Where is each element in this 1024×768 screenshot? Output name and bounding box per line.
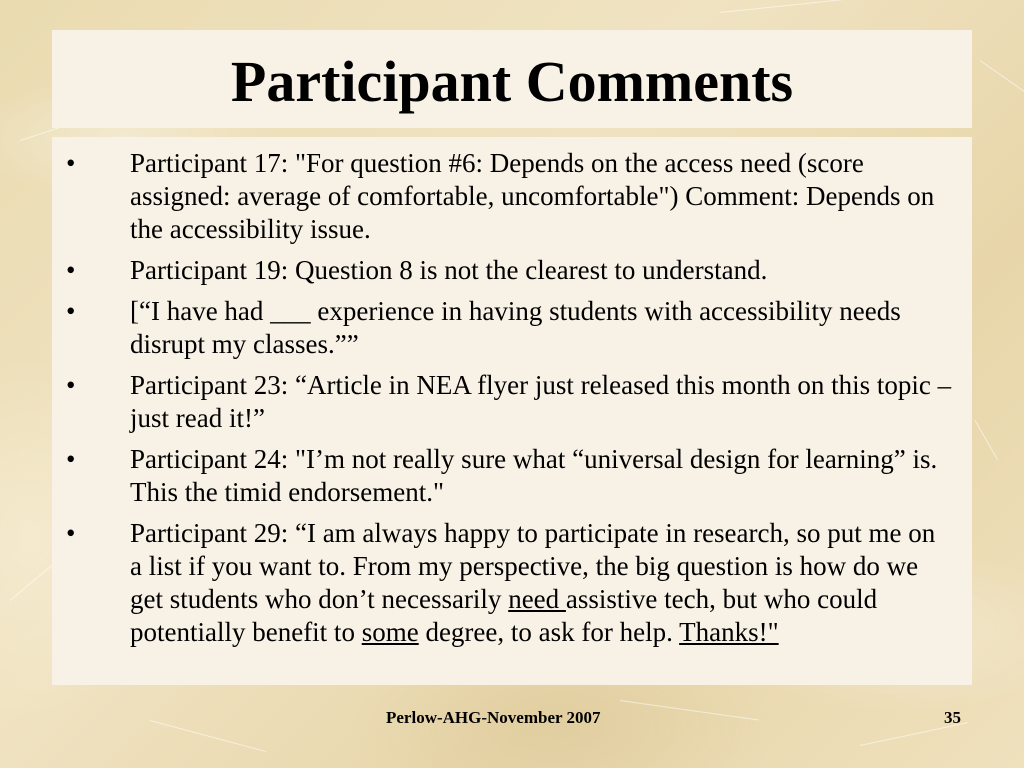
comment-text-part: assistive tech, but who could potentially benefit to [130, 584, 878, 647]
bullet-icon: • [66, 148, 76, 178]
underlined-text: some [361, 617, 419, 647]
list-item [52, 517, 972, 649]
comment-text [130, 518, 935, 647]
slide-title: Participant Comments [230, 49, 794, 114]
underlined-text: need [508, 584, 566, 614]
page-number: 35 [944, 708, 961, 727]
bullet-icon: • [66, 370, 76, 400]
footer-text: Perlow-AHG-November 2007 [386, 708, 601, 727]
comment-text: Participant 19: Question 8 is not the clearest to understand. [130, 255, 768, 285]
comment-text: [“I have had ___ experience in having students with accessibility needs disrupt my classes.”” [130, 296, 901, 359]
list-item [52, 369, 972, 435]
paper-fiber [720, 0, 879, 13]
comment-text: Participant 23: “Article in NEA flyer just released this month on this topic – just read it!” [130, 370, 952, 433]
comment-text: Participant 24: "I’m not really sure what “universal design for learning” is. This the timid endorsement." [130, 444, 938, 507]
title-box [52, 30, 972, 128]
bullet-icon: • [66, 518, 76, 548]
comment-text: Participant 17: "For question #6: Depends on the access need (score assigned: average of comfortable, uncomfortable") Comment: Depends on the accessibility issue. [130, 148, 935, 244]
paper-fiber [150, 720, 266, 752]
comment-list [52, 147, 972, 657]
list-item [52, 295, 972, 361]
comment-text-part: degree, to ask for help. [418, 617, 680, 647]
paper-fiber [975, 420, 998, 459]
bullet-icon: • [66, 255, 76, 285]
paper-fiber [980, 60, 1024, 112]
paper-fiber [620, 700, 759, 720]
comment-text-part: Participant 29: “I am always happy to participate in research, so put me on a list if you want to. From my perspective, the big question is how do we get students who don’t necessarily [130, 518, 936, 614]
list-item [52, 254, 972, 287]
underlined-text: Thanks!" [679, 617, 779, 647]
list-item [52, 443, 972, 509]
content-box [52, 137, 972, 685]
bullet-icon: • [66, 296, 76, 326]
bullet-icon: • [66, 444, 76, 474]
list-item [52, 147, 972, 246]
